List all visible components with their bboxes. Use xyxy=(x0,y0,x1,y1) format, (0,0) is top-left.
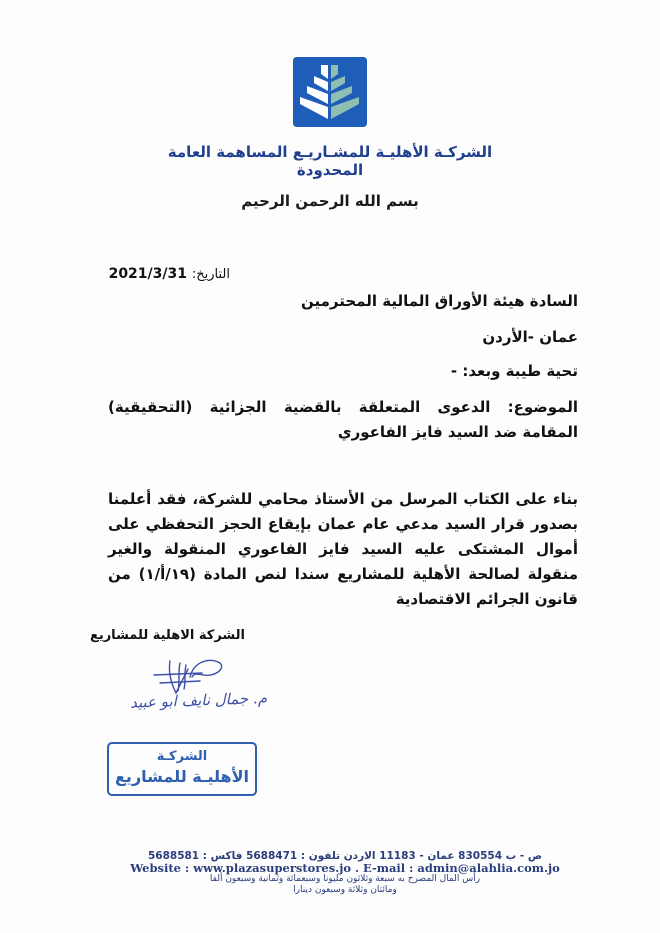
basmala: بسم الله الرحمن الرحيم xyxy=(241,192,419,210)
company-name: الشركـة الأهليـة للمشـاريـع المساهمة العامة المحدودة xyxy=(167,143,493,179)
recipient-title: السادة هيئة الأوراق المالية المحترمين xyxy=(301,292,578,310)
wheat-stalk-logo-icon xyxy=(293,57,367,127)
footer-contact: Website : www.plazasuperstores.jo . E-mail : admin@alahlia.com.jo xyxy=(130,861,560,875)
stamp-line-1: الشركـة xyxy=(156,749,208,764)
subject-line: الموضوع: الدعوى المتعلقة بالقضية الجزائية (التحقيقية) المقامة ضد السيد فايز الفاعوري xyxy=(108,398,578,441)
stamp-line-2: الأهليـة للمشاريع xyxy=(115,767,249,786)
footer-capital-line-1: رأس المال المصرح به سبعة وثلاثون مليونا وسبعمائة وثمانية وسبعون ألفا xyxy=(209,874,481,884)
date-label: التاريخ: xyxy=(191,267,230,282)
body-paragraph: بناء على الكتاب المرسل من الأستاذ محامي للشركة، فقد أعلمنا بصدور قرار السيد مدعي عام عمان بإيقاع الحجز التحفظي على أموال المشتكى عليه السيد فايز الفاعوري المنقولة والغير منقولة لصالحة الأهلية للمشاريع سندا لنص المادة (١٩/أ/١) من قانون الجرائم الاقتصادية xyxy=(108,490,578,608)
greeting: تحية طيبة وبعد: - xyxy=(450,362,578,380)
letter-footer xyxy=(130,850,560,896)
footer-capital-line-2: ومائتان وثلاثة وسبعون دينارا xyxy=(293,885,397,895)
date-value: 2021/3/31 xyxy=(108,266,187,282)
handwritten-name: م. جمال نايف ابو عبيد xyxy=(129,688,268,712)
recipient-city: عمان -الأردن xyxy=(482,328,578,346)
company-stamp xyxy=(107,742,257,796)
signatory-company: الشركة الاهلية للمشاريع xyxy=(89,628,245,643)
date-line xyxy=(109,266,230,282)
footer-address: ص - ب 830554 عمان - 11183 الاردن تلفون : 5688471 فاكس : 5688581 xyxy=(147,850,543,862)
